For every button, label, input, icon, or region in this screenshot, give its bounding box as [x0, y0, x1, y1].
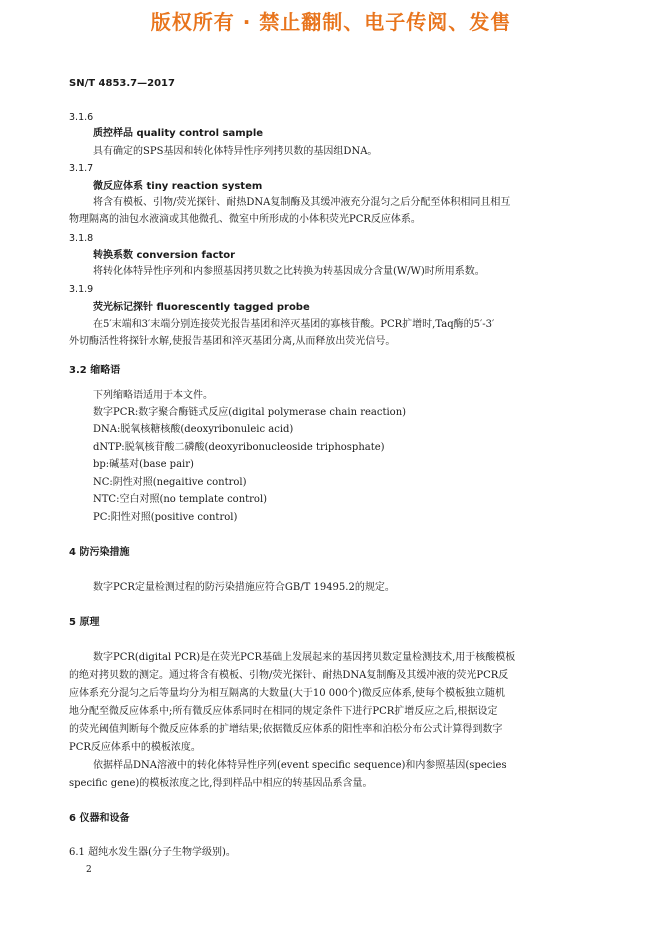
abbreviation-item: bp:碱基对(base pair)	[93, 459, 194, 470]
section-5-paragraph-line: 地分配至微反应体系中;所有微反应体系同时在相同的规定条件下进行PCR扩增反应之后,根据设定	[69, 706, 498, 717]
section-4-text: 数字PCR定量检测过程的防污染措施应符合GB/T 19495.2的规定。	[93, 582, 395, 593]
clause-3-1-9-number: 3.1.9	[69, 284, 94, 295]
abbreviations-intro: 下列缩略语适用于本文件。	[93, 390, 213, 401]
section-5-paragraph-line: 的荧光阈值判断每个微反应体系的扩增结果;依据微反应体系的阳性率和泊松分布公式计算得到数字	[69, 724, 503, 735]
abbreviation-item: NC:阴性对照(negaitive control)	[93, 477, 247, 488]
section-6-heading: 6 仪器和设备	[69, 813, 130, 824]
abbreviation-item: PC:阳性对照(positive control)	[93, 512, 238, 523]
clause-3-1-6-term: 质控样品 quality control sample	[93, 128, 264, 139]
clause-3-1-6-definition: 具有确定的SPS基因和转化体特异性序列拷贝数的基因组DNA。	[93, 146, 378, 157]
clause-3-1-9-definition-line2: 外切酶活性将探针水解,使报告基团和淬灭基团分离,从而释放出荧光信号。	[69, 336, 396, 347]
section-5-paragraph-line: PCR反应体系中的模板浓度。	[69, 742, 201, 753]
section-5-paragraph-line: 依据样品DNA溶液中的转化体特异性序列(event specific sequence)和内参照基因(species	[93, 760, 507, 771]
clause-3-1-8-term: 转换系数 conversion factor	[93, 250, 236, 261]
abbreviation-item: NTC:空白对照(no template control)	[93, 494, 268, 505]
abbreviation-item: DNA:脱氧核糖核酸(deoxyribonuleic acid)	[93, 424, 294, 435]
abbreviation-item: dNTP:脱氧核苷酸二磷酸(deoxyribonucleoside triphosphate)	[93, 442, 385, 453]
clause-3-1-7-definition-line2: 物理隔离的油包水液滴或其他微孔、微室中所形成的小体积荧光PCR反应体系。	[69, 214, 421, 225]
clause-3-1-6-number: 3.1.6	[69, 112, 94, 123]
standard-number: SN/T 4853.7—2017	[69, 78, 175, 89]
clause-6-1: 6.1 超纯水发生器(分子生物学级别)。	[69, 847, 236, 858]
section-5-paragraph-line: specific gene)的模板浓度之比,得到样品中相应的转基因品系含量。	[69, 778, 373, 789]
clause-3-1-7-number: 3.1.7	[69, 163, 94, 174]
clause-3-1-9-definition-line1: 在5′末端和3′末端分别连接荧光报告基团和淬灭基团的寡核苷酸。PCR扩增时,Taq酶的5′-3′	[93, 319, 495, 330]
clause-3-1-8-definition: 将转化体特异性序列和内参照基因拷贝数之比转换为转基因成分含量(W/W)时所用系数。	[93, 266, 485, 277]
watermark-banner: 版权所有 · 禁止翻制、电子传阅、发售	[150, 10, 512, 34]
abbreviation-item: 数字PCR:数字聚合酶链式反应(digital polymerase chain reaction)	[93, 407, 407, 418]
section-5-paragraph-line: 应体系充分混匀之后等量均分为相互隔离的大数量(大于10 000个)微反应体系,使每个模板独立随机	[69, 688, 505, 699]
page-number: 2	[86, 865, 92, 875]
section-5-paragraph-line: 的绝对拷贝数的测定。通过将含有模板、引物/荧光探针、耐热DNA复制酶及其缓冲液的荧光PCR反	[69, 670, 509, 681]
clause-3-1-8-number: 3.1.8	[69, 233, 94, 244]
clause-3-1-7-definition-line1: 将含有模板、引物/荧光探针、耐热DNA复制酶及其缓冲液充分混匀之后分配至体积相同且相互	[93, 197, 511, 208]
section-4-heading: 4 防污染措施	[69, 547, 130, 558]
clause-3-1-7-term: 微反应体系 tiny reaction system	[93, 181, 263, 192]
section-5-heading: 5 原理	[69, 617, 100, 628]
section-5-paragraph-line: 数字PCR(digital PCR)是在荧光PCR基础上发展起来的基因拷贝数定量检测技术,用于核酸模板	[93, 652, 516, 663]
section-3-2-heading: 3.2 缩略语	[69, 365, 121, 376]
clause-3-1-9-term: 荧光标记探针 fluorescently tagged probe	[93, 302, 310, 313]
